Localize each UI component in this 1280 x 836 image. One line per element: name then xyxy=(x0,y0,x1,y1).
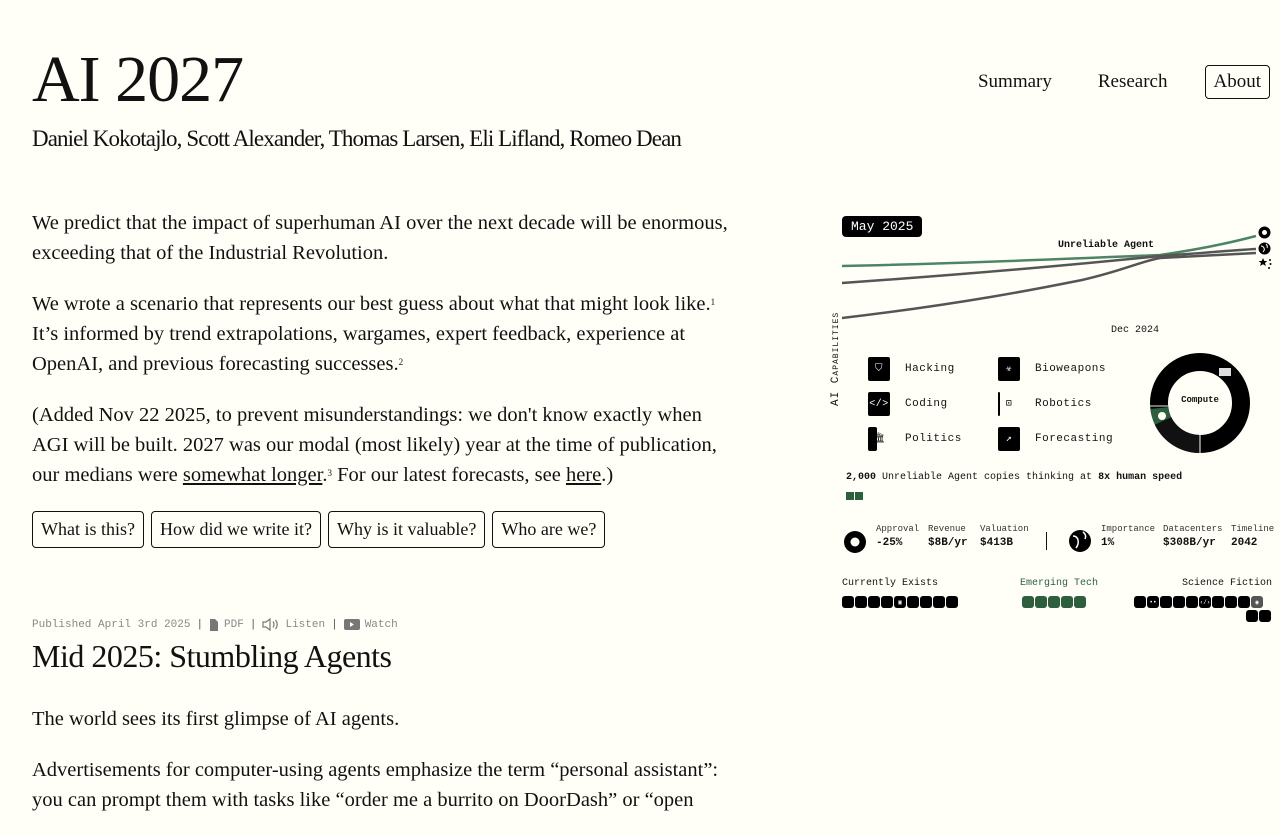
capability-bioweapons[interactable] xyxy=(998,357,1128,381)
stat-timeline: Timeline 2042 xyxy=(1231,524,1275,549)
category-science-fiction: Science Fiction xyxy=(1181,578,1272,589)
intro-text: It’s informed by trend extrapolations, wargames, expert feedback, experience at OpenAI, and previous forecasting successes. xyxy=(32,323,686,375)
stat-datacenters: Datacenters $308B/yr xyxy=(1163,524,1223,549)
nav-summary[interactable]: Summary xyxy=(977,71,1052,92)
category-emerging-tech: Emerging Tech xyxy=(1020,578,1099,589)
capitol-icon: 🏛 xyxy=(872,434,886,445)
code-icon: </> xyxy=(869,398,889,410)
stat-approval: Approval -25% xyxy=(876,524,920,549)
stat-importance: Importance 1% xyxy=(1101,524,1156,549)
donut-label: Compute xyxy=(1181,395,1219,405)
currently-exists-squares xyxy=(842,596,958,608)
shield-icon: ⛉ xyxy=(875,364,883,375)
scenario-dashboard xyxy=(830,216,1275,636)
capability-label: Hacking xyxy=(905,363,955,375)
code-icon: ‹/› xyxy=(1199,596,1211,608)
robot-icon: ⊡ xyxy=(1005,399,1013,410)
science-fiction-squares-row-2 xyxy=(1246,610,1271,622)
divider: | xyxy=(196,618,204,631)
science-fiction-squares xyxy=(1134,596,1263,608)
openbrain-logo-icon xyxy=(843,530,867,554)
globe-icon xyxy=(1258,242,1271,255)
globe-icon xyxy=(1068,529,1092,553)
divider: | xyxy=(249,618,257,631)
nav-about[interactable]: About xyxy=(1205,65,1271,99)
how-did-we-write-it-button[interactable]: How did we write it? xyxy=(151,511,321,548)
copies-count: 2,000 xyxy=(846,472,877,483)
brain-icon: ◉ xyxy=(1251,596,1263,608)
section-paragraph-2: Advertisements for computer-using agents emphasize the term “personal assistant”: you can prompt them with tasks like “order me a burrito on DoorDash” or “open xyxy=(32,759,719,811)
capability-politics[interactable] xyxy=(868,427,998,451)
trend-icon: ↗ xyxy=(1005,434,1013,445)
category-currently-exists: Currently Exists xyxy=(842,578,939,589)
copies-squares xyxy=(846,492,863,500)
openbrain-logo-icon xyxy=(1258,226,1271,239)
top-nav xyxy=(941,65,1270,99)
intro-text: (Added Nov 22 2025, to prevent misunderstandings: we don't know exactly when AGI will be built. 2027 was our modal (most likely) year at the time of publication, our medians were xyxy=(32,404,717,486)
what-is-this-button[interactable]: What is this? xyxy=(32,511,144,548)
divider: | xyxy=(331,618,338,631)
why-is-it-valuable-button[interactable]: Why is it valuable? xyxy=(328,511,485,548)
capability-coding[interactable] xyxy=(868,392,998,416)
capability-label: Coding xyxy=(905,398,948,410)
capability-label: Forecasting xyxy=(1035,433,1114,445)
section-heading: Mid 2025: Stumbling Agents xyxy=(32,638,392,674)
car-icon: ▣ xyxy=(894,596,906,608)
intro-paragraph-3 xyxy=(32,400,742,490)
capability-hacking[interactable] xyxy=(868,357,998,381)
published-date: Published April 3rd 2025 xyxy=(32,618,191,631)
sparkle-stars-icon xyxy=(1258,257,1272,270)
date-badge[interactable]: May 2025 xyxy=(842,216,922,237)
capabilities-grid xyxy=(868,357,1128,451)
pdf-label: PDF xyxy=(224,618,244,631)
stat-valuation: Valuation $413B xyxy=(980,524,1029,549)
speaker-icon xyxy=(262,618,280,631)
biohazard-icon: ☣ xyxy=(1005,364,1013,375)
document-icon xyxy=(209,619,219,631)
here-link[interactable]: here xyxy=(565,464,602,486)
nav-research[interactable]: Research xyxy=(1097,71,1168,92)
section-body xyxy=(32,704,742,836)
intro-section xyxy=(32,208,742,548)
listen-link[interactable] xyxy=(262,618,325,631)
copies-text: Unreliable Agent copies thinking at xyxy=(876,472,1099,483)
stats-row xyxy=(842,524,1274,564)
capability-label: Bioweapons xyxy=(1035,363,1107,375)
stat-revenue: Revenue $8B/yr xyxy=(928,524,968,549)
publish-meta xyxy=(32,618,398,631)
capability-robotics[interactable] xyxy=(998,392,1128,416)
agent-copies-text xyxy=(846,472,1182,483)
site-title: AI 2027 xyxy=(32,43,244,116)
listen-label: Listen xyxy=(285,618,326,631)
intro-paragraph-2 xyxy=(32,289,742,379)
who-are-we-button[interactable]: Who are we? xyxy=(492,511,605,548)
divider xyxy=(1046,532,1047,550)
footnote-1[interactable]: 1 xyxy=(710,297,716,307)
authors: Daniel Kokotajlo, Scott Alexander, Thomas Larsen, Eli Lifland, Romeo Dean xyxy=(32,126,681,151)
pdf-link[interactable] xyxy=(209,619,244,631)
copies-speed: 8x human speed xyxy=(1098,472,1183,483)
capability-label: Robotics xyxy=(1035,398,1092,410)
capabilities-title: AI Capabilities xyxy=(830,311,842,406)
footnote-3[interactable]: 3 xyxy=(327,468,332,478)
line-label: Unreliable Agent xyxy=(1058,240,1155,251)
somewhat-longer-link[interactable]: somewhat longer xyxy=(182,464,323,486)
video-play-icon xyxy=(344,619,360,630)
watch-label: Watch xyxy=(364,618,398,631)
watch-link[interactable] xyxy=(344,619,398,631)
capability-label: Politics xyxy=(905,433,962,445)
robot-eyes-icon: •• xyxy=(1147,596,1159,608)
intro-text: We wrote a scenario that represents our best guess about what that might look like. xyxy=(32,293,711,315)
intro-paragraph-1: We predict that the impact of superhuman AI over the next decade will be enormous, exceeding that of the Industrial Revolution. xyxy=(32,212,728,264)
intro-text: . xyxy=(322,464,328,486)
intro-text: .) xyxy=(601,464,614,486)
faq-buttons xyxy=(32,511,742,548)
footnote-2[interactable]: 2 xyxy=(398,357,404,367)
x-axis-label: Dec 2024 xyxy=(1111,325,1160,336)
emerging-tech-squares xyxy=(1022,596,1086,608)
capability-forecasting[interactable] xyxy=(998,427,1128,451)
section-paragraph-1: The world sees its first glimpse of AI agents. xyxy=(32,708,400,730)
intro-text: For our latest forecasts, see xyxy=(331,464,566,486)
